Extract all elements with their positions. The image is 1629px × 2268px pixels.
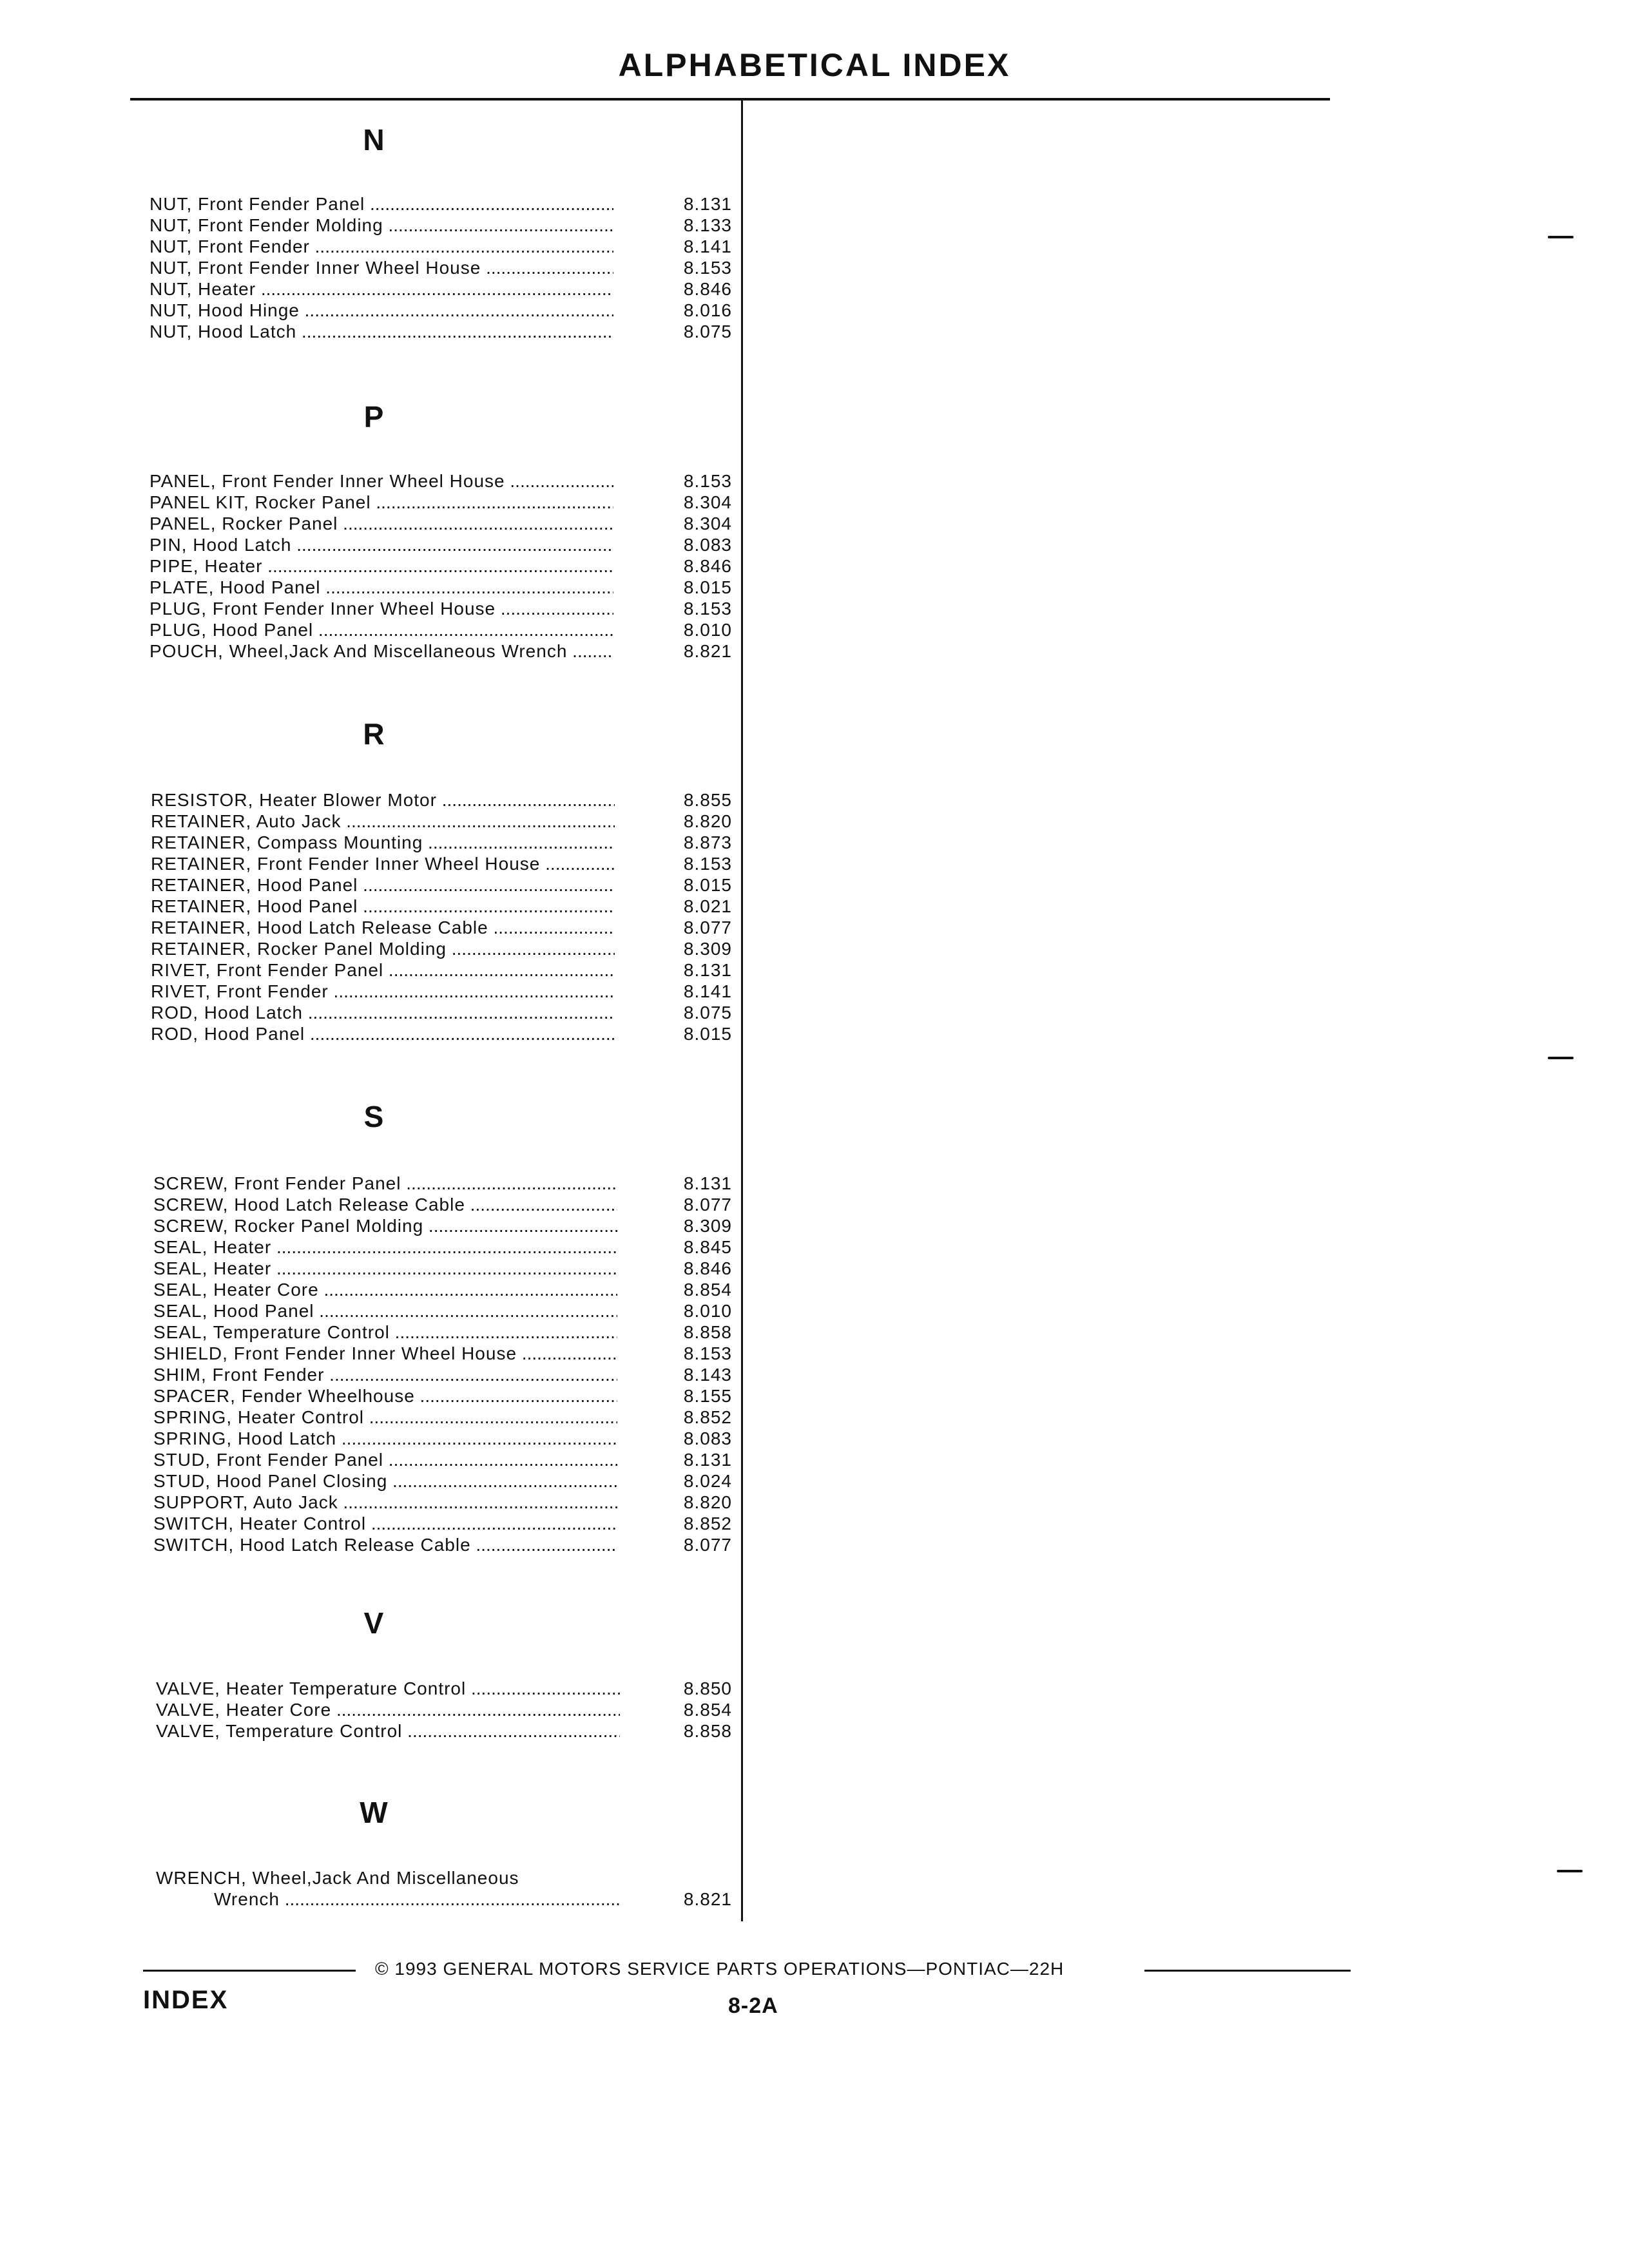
index-entry-page: 8.077 <box>683 1195 732 1215</box>
index-entry-page: 8.143 <box>683 1365 732 1385</box>
index-entry-name <box>153 1258 617 1279</box>
index-entry-name-text: NUT, Heater <box>149 279 256 299</box>
index-entry-name-text: PLUG, Front Fender Inner Wheel House <box>149 599 496 619</box>
index-entry-name <box>151 959 615 981</box>
index-entry-page: 8.153 <box>683 258 732 278</box>
index-entry-page: 8.821 <box>683 641 732 661</box>
index-entry <box>151 874 741 896</box>
index-entry-name <box>153 1321 617 1343</box>
column-divider <box>741 98 743 1921</box>
index-entry-name-text: SWITCH, Heater Control <box>153 1514 367 1533</box>
index-entry-name <box>149 278 613 300</box>
index-entry-list <box>156 1867 741 1910</box>
margin-mark <box>1557 1870 1583 1872</box>
index-entry <box>156 1888 741 1910</box>
index-entry-page: 8.854 <box>683 1700 732 1720</box>
index-entry <box>153 1300 741 1321</box>
margin-mark <box>1548 1057 1574 1059</box>
index-entry-page: 8.131 <box>683 960 732 980</box>
index-entry-name <box>153 1173 617 1194</box>
index-entry-name-text: RIVET, Front Fender Panel <box>151 960 384 980</box>
index-entry-name-text: SCREW, Rocker Panel Molding <box>153 1216 424 1236</box>
index-entry <box>149 619 741 640</box>
index-entry-name-text: SCREW, Hood Latch Release Cable <box>153 1195 465 1215</box>
margin-mark <box>1548 236 1574 238</box>
index-entry-name <box>156 1867 620 1888</box>
index-entry-name <box>153 1492 617 1513</box>
index-entry-name <box>153 1279 617 1300</box>
index-entry <box>153 1385 741 1407</box>
index-entry-name-text: SPACER, Fender Wheelhouse <box>153 1386 415 1406</box>
index-entry <box>151 1023 741 1044</box>
index-entry-page: 8.873 <box>683 832 732 852</box>
index-entry-page: 8.852 <box>683 1514 732 1533</box>
section-letter: R <box>363 717 385 751</box>
index-entry-name-text: PLUG, Hood Panel <box>149 620 314 640</box>
index-entry <box>153 1364 741 1385</box>
index-entry-page: 8.131 <box>683 194 732 214</box>
index-entry-page: 8.858 <box>683 1322 732 1342</box>
index-entry-page: 8.304 <box>683 492 732 512</box>
index-entry <box>153 1194 741 1215</box>
index-entry-name <box>149 513 613 534</box>
index-entry-name <box>156 1888 620 1910</box>
index-entry-page: 8.854 <box>683 1280 732 1300</box>
index-entry-page: 8.153 <box>683 471 732 491</box>
index-entry-page: 8.015 <box>683 875 732 895</box>
index-entry-page: 8.021 <box>683 896 732 916</box>
footer-rule-right <box>1144 1970 1351 1972</box>
index-entry-name <box>151 981 615 1002</box>
index-entry <box>151 896 741 917</box>
index-entry-name <box>151 832 615 853</box>
index-entry-name-text: RETAINER, Auto Jack <box>151 811 342 831</box>
index-entry-name-text: SWITCH, Hood Latch Release Cable <box>153 1535 471 1555</box>
section-letter: P <box>363 400 384 434</box>
index-entry-page: 8.075 <box>683 322 732 341</box>
index-entry-name <box>149 300 613 321</box>
index-entry <box>153 1258 741 1279</box>
index-entry <box>153 1215 741 1236</box>
index-entry-name-text: STUD, Front Fender Panel <box>153 1450 384 1470</box>
index-entry-name-text: SEAL, Hood Panel <box>153 1301 314 1321</box>
index-entry <box>151 981 741 1002</box>
section-letter: S <box>363 1100 384 1133</box>
index-entry-list <box>156 1678 741 1742</box>
index-entry-name-text: PLATE, Hood Panel <box>149 577 321 597</box>
index-entry-name-text: SHIELD, Front Fender Inner Wheel House <box>153 1343 517 1363</box>
index-entry-name <box>149 640 613 662</box>
header-rule <box>130 98 1330 101</box>
index-entry-page: 8.820 <box>683 1492 732 1512</box>
index-entry-name <box>153 1449 617 1470</box>
index-entry-page: 8.131 <box>683 1173 732 1193</box>
index-entry-name-text: SEAL, Heater <box>153 1258 272 1278</box>
index-entry-name <box>149 577 613 598</box>
index-entry-name <box>151 1002 615 1023</box>
index-entry-name <box>149 215 613 236</box>
index-entry-name <box>149 321 613 342</box>
index-entry-name <box>156 1720 620 1742</box>
index-entry-name-text: RESISTOR, Heater Blower Motor <box>151 790 437 810</box>
index-entry-name-text: SEAL, Heater <box>153 1237 272 1257</box>
footer-rule-left <box>143 1970 356 1972</box>
index-entry-list <box>151 789 741 1044</box>
index-entry-page: 8.133 <box>683 215 732 235</box>
index-entry-name <box>149 257 613 278</box>
index-entry-name-text: PANEL, Front Fender Inner Wheel House <box>149 471 505 491</box>
index-entry-name <box>151 874 615 896</box>
index-entry-name-text: SHIM, Front Fender <box>153 1365 325 1385</box>
page-title: ALPHABETICAL INDEX <box>618 47 1011 83</box>
index-entry-name-text: STUD, Hood Panel Closing <box>153 1471 388 1491</box>
index-entry-page: 8.077 <box>683 1535 732 1555</box>
index-entry-name <box>153 1343 617 1364</box>
index-entry-page: 8.858 <box>683 1721 732 1741</box>
index-entry-list <box>149 193 741 342</box>
index-entry-name <box>151 896 615 917</box>
index-entry <box>149 513 741 534</box>
index-entry-name <box>151 917 615 938</box>
index-entry-name-text: NUT, Front Fender Inner Wheel House <box>149 258 481 278</box>
index-entry-page: 8.141 <box>683 981 732 1001</box>
index-entry <box>153 1407 741 1428</box>
index-entry-page: 8.153 <box>683 1343 732 1363</box>
index-entry <box>149 321 741 342</box>
index-entry-page: 8.845 <box>683 1237 732 1257</box>
index-entry <box>149 257 741 278</box>
index-entry-name-text: SEAL, Temperature Control <box>153 1322 390 1342</box>
index-entry-name-text: ROD, Hood Latch <box>151 1003 303 1023</box>
footer-section-label: INDEX <box>143 1986 229 2014</box>
index-entry-page: 8.846 <box>683 1258 732 1278</box>
index-entry-name-text: PIPE, Heater <box>149 556 263 576</box>
index-entry-page: 8.304 <box>683 514 732 533</box>
index-entry-page: 8.855 <box>683 790 732 810</box>
index-entry <box>149 577 741 598</box>
index-entry <box>151 917 741 938</box>
index-entry-name <box>156 1678 620 1699</box>
index-entry-name <box>151 853 615 874</box>
index-entry-name-text: VALVE, Heater Core <box>156 1700 332 1720</box>
index-entry-page: 8.077 <box>683 918 732 937</box>
index-entry-name-text: WRENCH, Wheel,Jack And Miscellaneous <box>156 1868 519 1888</box>
index-entry-page: 8.010 <box>683 620 732 640</box>
index-entry <box>153 1534 741 1555</box>
index-entry-name <box>149 492 613 513</box>
index-entry-name-text: PIN, Hood Latch <box>149 535 292 555</box>
index-entry <box>149 598 741 619</box>
index-entry-page: 8.083 <box>683 535 732 555</box>
index-entry-list <box>149 470 741 662</box>
index-entry-name <box>153 1407 617 1428</box>
index-entry-name <box>153 1364 617 1385</box>
index-entry-name-text: RETAINER, Hood Panel <box>151 896 358 916</box>
index-entry-name <box>153 1194 617 1215</box>
index-entry-page: 8.309 <box>683 939 732 959</box>
index-entry-name <box>151 811 615 832</box>
index-entry-name-text: NUT, Front Fender Molding <box>149 215 383 235</box>
index-entry-name <box>153 1428 617 1449</box>
index-entry <box>151 853 741 874</box>
index-entry-page: 8.846 <box>683 556 732 576</box>
index-entry-name <box>156 1699 620 1720</box>
section-letter: W <box>360 1796 388 1829</box>
index-entry-name <box>153 1300 617 1321</box>
index-entry-page: 8.155 <box>683 1386 732 1406</box>
index-entry-name-text: RETAINER, Hood Panel <box>151 875 358 895</box>
section-letter: V <box>363 1606 384 1640</box>
index-entry-name <box>151 1023 615 1044</box>
index-entry-name <box>149 534 613 555</box>
index-entry-page: 8.010 <box>683 1301 732 1321</box>
index-entry-name <box>153 1215 617 1236</box>
index-entry <box>156 1867 741 1888</box>
index-entry <box>153 1343 741 1364</box>
index-entry-page: 8.309 <box>683 1216 732 1236</box>
index-entry-name <box>153 1470 617 1492</box>
index-entry-name <box>149 193 613 215</box>
index-entry-page: 8.016 <box>683 300 732 320</box>
index-entry-name-text: RETAINER, Rocker Panel Molding <box>151 939 447 959</box>
index-entry-page: 8.821 <box>683 1889 732 1909</box>
index-entry-page: 8.141 <box>683 236 732 256</box>
index-entry <box>151 811 741 832</box>
index-entry-page: 8.015 <box>683 1024 732 1044</box>
index-entry-page: 8.850 <box>683 1678 732 1698</box>
index-entry <box>149 300 741 321</box>
index-entry-name-text: RETAINER, Compass Mounting <box>151 832 423 852</box>
index-entry <box>149 640 741 662</box>
index-entry-name-text: PANEL KIT, Rocker Panel <box>149 492 371 512</box>
index-entry-name <box>149 619 613 640</box>
index-entry <box>153 1236 741 1258</box>
index-entry-name <box>153 1513 617 1534</box>
index-entry <box>153 1173 741 1194</box>
index-entry-name-text: NUT, Front Fender <box>149 236 310 256</box>
index-entry <box>156 1699 741 1720</box>
index-entry-name-text: ROD, Hood Panel <box>151 1024 305 1044</box>
index-entry <box>149 215 741 236</box>
index-entry-page: 8.852 <box>683 1407 732 1427</box>
index-entry <box>153 1492 741 1513</box>
index-entry <box>149 278 741 300</box>
index-entry <box>153 1321 741 1343</box>
index-entry <box>151 789 741 811</box>
index-entry <box>149 193 741 215</box>
footer-page-number: 8-2A <box>728 1994 778 2018</box>
index-entry-page: 8.820 <box>683 811 732 831</box>
index-entry-list <box>153 1173 741 1555</box>
index-entry-name-text: SUPPORT, Auto Jack <box>153 1492 338 1512</box>
index-entry-name-text: RIVET, Front Fender <box>151 981 329 1001</box>
index-entry <box>149 492 741 513</box>
index-entry-name-text: RETAINER, Hood Latch Release Cable <box>151 918 488 937</box>
index-entry-name-text: VALVE, Temperature Control <box>156 1721 403 1741</box>
footer-copyright: © 1993 GENERAL MOTORS SERVICE PARTS OPERATIONS—PONTIAC—22H <box>375 1959 1065 1979</box>
index-entry <box>149 534 741 555</box>
index-entry-name-text: SCREW, Front Fender Panel <box>153 1173 401 1193</box>
index-entry-name <box>149 598 613 619</box>
index-entry-page: 8.075 <box>683 1003 732 1023</box>
index-entry-name-text: NUT, Hood Latch <box>149 322 297 341</box>
index-entry-name-text: SPRING, Heater Control <box>153 1407 364 1427</box>
index-entry-page: 8.083 <box>683 1428 732 1448</box>
index-entry-page: 8.153 <box>683 599 732 619</box>
index-entry <box>153 1279 741 1300</box>
index-entry-name-text: RETAINER, Front Fender Inner Wheel House <box>151 854 541 874</box>
index-entry-name <box>149 470 613 492</box>
index-entry-name <box>153 1534 617 1555</box>
index-entry-name <box>149 236 613 257</box>
index-entry-name-text: SEAL, Heater Core <box>153 1280 319 1300</box>
index-entry <box>149 236 741 257</box>
index-entry <box>156 1678 741 1699</box>
index-entry <box>151 938 741 959</box>
index-entry <box>153 1428 741 1449</box>
index-entry-name-text: SPRING, Hood Latch <box>153 1428 337 1448</box>
index-entry-name-text: NUT, Hood Hinge <box>149 300 300 320</box>
index-entry <box>149 470 741 492</box>
index-entry-page: 8.846 <box>683 279 732 299</box>
index-entry <box>153 1449 741 1470</box>
index-entry-name <box>151 789 615 811</box>
index-entry-name-text: PANEL, Rocker Panel <box>149 514 338 533</box>
index-entry-page: 8.015 <box>683 577 732 597</box>
index-entry-name <box>153 1236 617 1258</box>
index-entry <box>156 1720 741 1742</box>
index-entry <box>153 1513 741 1534</box>
index-entry-name-text: NUT, Front Fender Panel <box>149 194 365 214</box>
index-entry-name <box>149 555 613 577</box>
index-entry-page: 8.024 <box>683 1471 732 1491</box>
index-entry-page: 8.153 <box>683 854 732 874</box>
index-entry-name-text: Wrench <box>214 1889 280 1909</box>
index-entry <box>151 832 741 853</box>
index-entry-name <box>153 1385 617 1407</box>
index-entry-name <box>151 938 615 959</box>
index-entry <box>151 1002 741 1023</box>
index-entry-page: 8.131 <box>683 1450 732 1470</box>
index-entry <box>153 1470 741 1492</box>
index-entry <box>149 555 741 577</box>
index-entry-name-text: VALVE, Heater Temperature Control <box>156 1678 467 1698</box>
section-letter: N <box>363 123 385 157</box>
index-entry-name-text: POUCH, Wheel,Jack And Miscellaneous Wrench <box>149 641 568 661</box>
index-entry <box>151 959 741 981</box>
